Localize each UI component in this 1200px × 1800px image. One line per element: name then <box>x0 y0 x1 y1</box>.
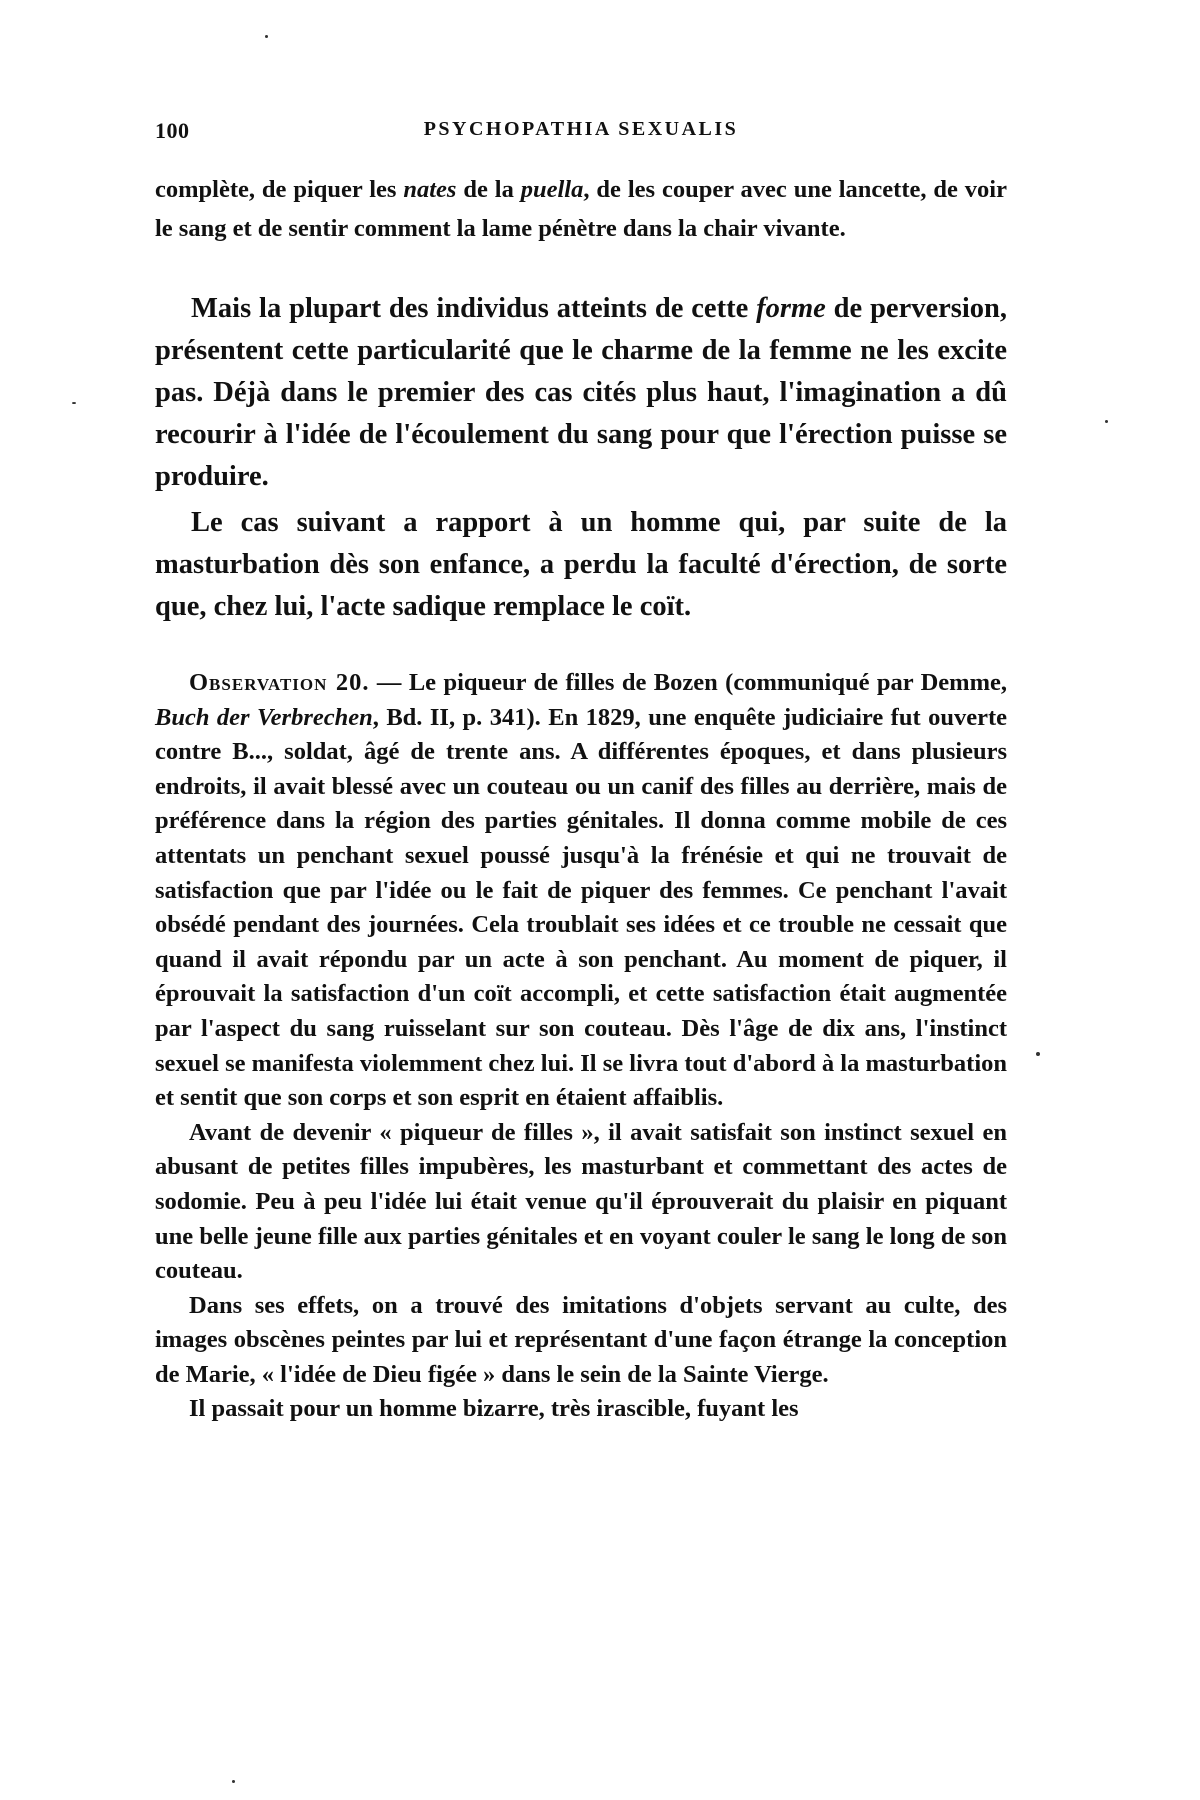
text-run: de la <box>456 176 521 203</box>
paragraph-piqueur: Avant de devenir « piqueur de filles », il avait satisfait son instinct sexuel en abusant de petites filles impubères, les masturbant et commettant des actes de sodomie. Peu à peu l'idée lui était venue qu'il éprouverait du plaisir en piquant une belle jeune fille aux parties génitales et en voyant couler le sang le long de son couteau. <box>155 1118 1007 1285</box>
observation-title: Observation 20. <box>189 669 370 696</box>
book-title: Buch der Verbrechen <box>155 703 373 731</box>
page-number: 100 <box>155 118 190 143</box>
paragraph-spacer <box>155 248 1007 288</box>
paragraph-spacer <box>155 628 1007 666</box>
italic-term: puella <box>520 176 584 203</box>
italic-term: nates <box>403 176 457 203</box>
scan-speck <box>265 35 268 38</box>
paragraph-bizarre: Il passait pour un homme bizarre, très irascible, fuyant les <box>189 1395 799 1423</box>
scan-speck <box>1036 1052 1040 1056</box>
italic-term: forme <box>756 293 826 324</box>
page-header <box>155 118 1007 154</box>
paragraph-continuation <box>155 170 1007 248</box>
text-run: , Bd. II, p. 341). En 1829, une enquête judiciaire fut ouverte contre B..., soldat, âgé de trente ans. A différentes époques, et dans plusieurs endroits, il avait blessé avec un couteau ou un canif des filles au derrière, mais de préférence dans la région des parties génitales. Il donna comme mobile de ces attentats un penchant sexuel poussé jusqu'à la frénésie et qui ne trouvait de satisfaction que par l'idée ou le fait de piquer des femmes. Ce penchant l'avait obsédé pendant des journées. Cela troublait ses idées et ce trouble ne cessait que quand il avait répondu par un acte à son penchant. Au moment de piquer, il éprouvait la satisfaction d'un coït accompli, et cette satisfaction était augmentée par l'aspect du sang ruisselant sur son couteau. Dès l'âge de dix ans, l'instinct sexuel se manifesta violemment chez lui. Il se livra tout d'abord à la masturbation et sentit que son corps et son esprit en étaient affaiblis. <box>155 703 1008 1112</box>
scan-speck <box>1105 420 1108 423</box>
text-run: — Le piqueur de filles de Bozen (communiqué par Demme, <box>369 669 1007 696</box>
observation-paragraph <box>155 666 1007 1116</box>
text-run: complète, de piquer les <box>155 176 404 203</box>
text-column <box>155 170 1007 1427</box>
paragraph-case-intro: Le cas suivant a rapport à un homme qui, par suite de la masturbation dès son enfance, a perdu la faculté d'érection, de sorte que, chez lui, l'acte sadique remplace le coït. <box>155 507 1007 622</box>
paragraph-perversion <box>155 288 1007 498</box>
text-run: Mais la plupart des individus atteints de cette <box>191 293 757 324</box>
text-run: , de les couper avec une lancette, de voir le sang et de sentir comment la lame pénètre dans la chair vivante. <box>155 176 1007 242</box>
scan-speck <box>232 1780 235 1783</box>
text-run: de perversion, présentent cette particularité que le charme de la femme ne les excite pas. Déjà dans le premier des cas cités plus haut, l'imagination a dû recourir à l'idée de l'écoulement du sang pour que l'érection puisse se produire. <box>155 293 1008 492</box>
paragraph-effets: Dans ses effets, on a trouvé des imitations d'objets servant au culte, des images obscènes peintes par lui et représentant d'une façon étrange la conception de Marie, « l'idée de Dieu figée » dans le sein de la Sainte Vierge. <box>155 1291 1007 1388</box>
scan-speck <box>72 402 76 404</box>
running-title: PSYCHOPATHIA SEXUALIS <box>423 118 739 140</box>
